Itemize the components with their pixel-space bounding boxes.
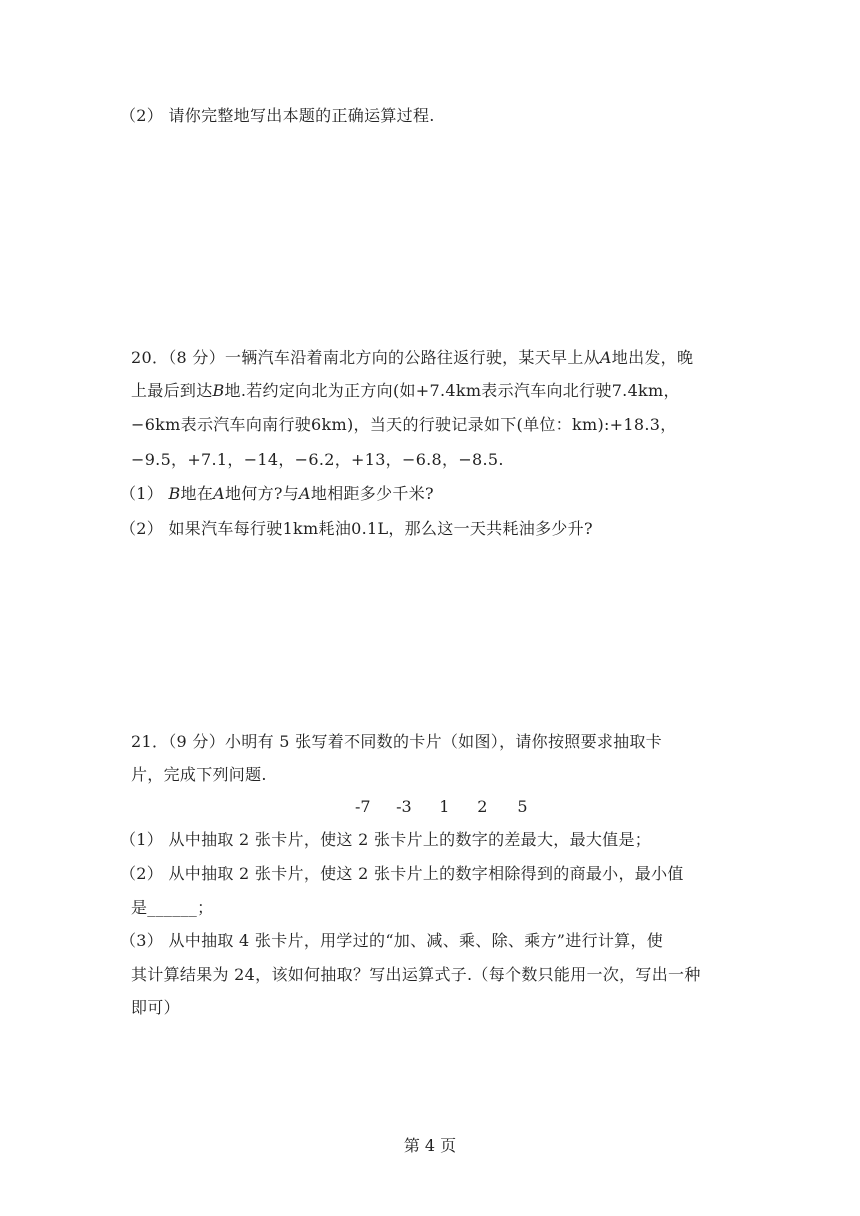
q20-part2: （2） 如果汽车每行驶1km耗油0.1L，那么这一天共耗油多少升? xyxy=(120,519,593,538)
card-value: 2 xyxy=(477,797,488,816)
q20-stem-line-3: −6km表示汽车向南行驶6km)，当天的行驶记录如下(单位：km):+18.3， xyxy=(131,415,677,434)
card-value: -3 xyxy=(396,797,412,816)
number-cards xyxy=(355,796,528,818)
q20-stem-line-2: 上最后到达𝐵地.若约定向北为正方向(如+7.4km表示汽车向北行驶7.4km， xyxy=(131,381,680,400)
page-number: 第 4 页 xyxy=(403,1136,457,1155)
q21-part3-line-3: 即可） xyxy=(131,998,180,1017)
q20-stem-line-1: 20．（8 分）一辆汽车沿着南北方向的公路往返行驶，某天早上从𝐴地出发，晚 xyxy=(131,348,694,367)
q21-part2-line-1: （2） 从中抽取 2 张卡片，使这 2 张卡片上的数字相除得到的商最小，最小值 xyxy=(120,864,684,883)
q21-part3-line-2: 其计算结果为 24，该如何抽取？写出运算式子.（每个数只能用一次，写出一种 xyxy=(131,965,701,984)
q21-part1: （1） 从中抽取 2 张卡片，使这 2 张卡片上的数字的差最大，最大值是； xyxy=(120,830,652,849)
card-value: 1 xyxy=(439,797,450,816)
q19-part2: （2） 请你完整地写出本题的正确运算过程. xyxy=(120,106,435,125)
card-value: -7 xyxy=(355,797,371,816)
q21-part2-line-2: 是______； xyxy=(131,898,214,917)
card-value: 5 xyxy=(517,797,528,816)
q20-part1: （1） 𝐵地在𝐴地何方?与𝐴地相距多少千米? xyxy=(120,484,434,503)
q20-stem-line-4: −9.5，+7.1，−14，−6.2，+13，−6.8，−8.5. xyxy=(131,450,504,469)
q21-stem-line-1: 21．（9 分）小明有 5 张写着不同数的卡片（如图），请你按照要求抽取卡 xyxy=(131,732,663,751)
q21-part3-line-1: （3） 从中抽取 4 张卡片，用学过的“加、减、乘、除、乘方”进行计算，使 xyxy=(120,931,664,950)
q21-stem-line-2: 片，完成下列问题. xyxy=(131,765,267,784)
